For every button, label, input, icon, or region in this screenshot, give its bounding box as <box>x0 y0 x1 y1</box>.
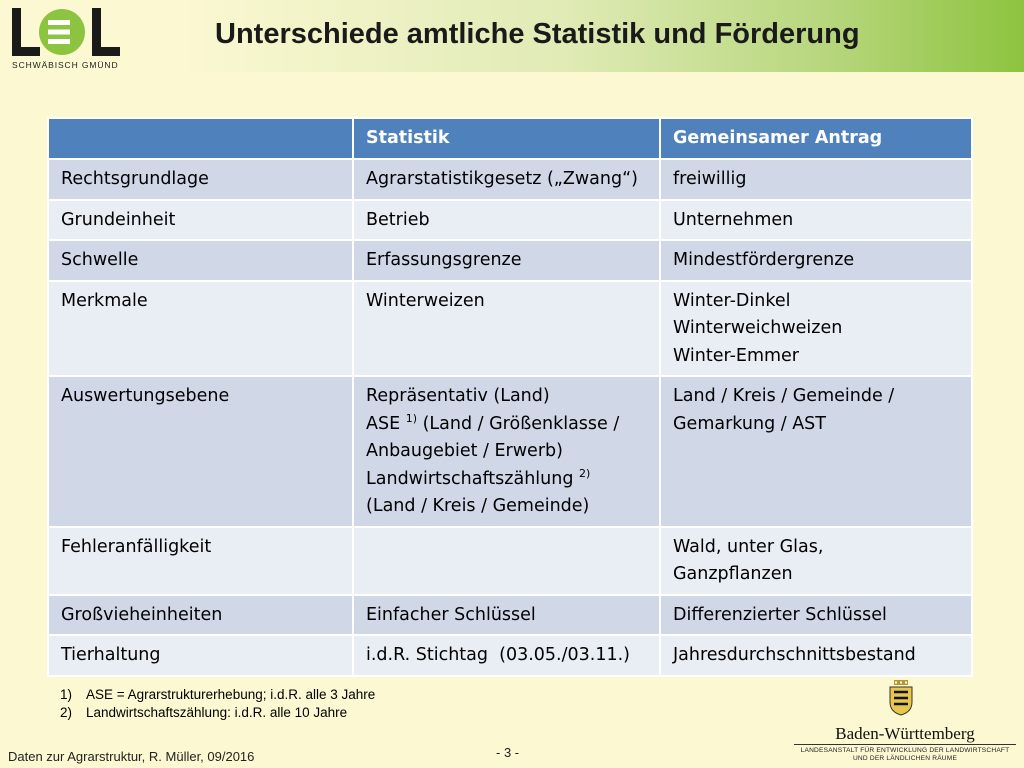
table-row <box>48 595 972 636</box>
statistik-cell <box>353 159 660 200</box>
cell-line: Gemarkung / AST <box>673 413 826 434</box>
antrag-cell <box>660 376 972 527</box>
row-label: Grundeinheit <box>48 200 353 241</box>
antrag-cell <box>660 527 972 595</box>
footnote-number: 1) <box>60 687 73 702</box>
cell-line: (Land / Kreis / Gemeinde) <box>366 496 590 516</box>
footnote-item <box>60 704 375 722</box>
cell-line: Ganzpflanzen <box>673 564 793 584</box>
cell-line: Anbaugebiet / Erwerb) <box>366 441 563 461</box>
cell-line: Unternehmen <box>673 209 794 230</box>
statistik-cell <box>353 376 660 527</box>
table-row <box>48 635 972 676</box>
table-row <box>48 281 972 377</box>
row-label: Rechtsgrundlage <box>48 159 353 200</box>
lel-logo-icon <box>12 4 124 60</box>
cell-line: Mindestfördergrenze <box>673 250 855 270</box>
row-label: Merkmale <box>48 281 353 377</box>
lz-label: Landwirtschaftszählung <box>366 468 574 489</box>
divider <box>794 744 1016 745</box>
table-header-row <box>48 118 972 159</box>
lel-logo <box>12 4 124 70</box>
cell-line: Einfacher Schlüssel <box>366 604 536 625</box>
cell-line: Land / Kreis / Gemeinde / <box>673 386 895 406</box>
antrag-cell <box>660 240 972 281</box>
ase-detail: (Land / Größenklasse / <box>422 413 620 434</box>
slide-title: Unterschiede amtliche Statistik und Förderung <box>215 18 860 50</box>
statistik-cell <box>353 635 660 676</box>
comparison-table <box>47 117 971 677</box>
cell-line: Jahresdurchschnittsbestand <box>673 645 916 665</box>
bw-subtitle-line: UND DER LÄNDLICHEN RÄUME <box>852 755 958 762</box>
statistik-cell <box>353 240 660 281</box>
cell-line: Winterweichweizen <box>673 318 843 338</box>
cell-line: Erfassungsgrenze <box>366 250 522 270</box>
row-label: Tierhaltung <box>48 635 353 676</box>
antrag-cell <box>660 281 972 377</box>
table-row <box>48 159 972 200</box>
bw-logo <box>790 680 1020 766</box>
header-cell-empty <box>48 118 353 159</box>
bw-subtitle-line: LANDESANSTALT FÜR ENTWICKLUNG DER LANDWIRTSCHAFT <box>800 747 1010 754</box>
antrag-cell <box>660 159 972 200</box>
header-cell-statistik: Statistik <box>353 118 660 159</box>
cell-line <box>366 466 647 494</box>
table-row <box>48 200 972 241</box>
cell-line: Winter-Dinkel <box>673 290 791 311</box>
coat-of-arms-icon <box>888 680 914 716</box>
cell-line <box>366 411 647 439</box>
table-row <box>48 376 972 527</box>
table-row <box>48 240 972 281</box>
cell-line: i.d.R. Stichtag (03.05./03.11.) <box>366 645 630 665</box>
statistik-cell <box>353 281 660 377</box>
cell-line: Repräsentativ (Land) <box>366 386 550 406</box>
footnote-text: ASE = Agrarstrukturerhebung; i.d.R. alle 3 Jahre <box>86 687 376 702</box>
antrag-cell <box>660 200 972 241</box>
row-label: Fehleranfälligkeit <box>48 527 353 595</box>
bw-subtitle <box>790 747 1020 763</box>
bw-name: Baden-Württemberg <box>835 724 975 743</box>
statistik-cell <box>353 200 660 241</box>
row-label: Auswertungsebene <box>48 376 353 527</box>
footnotes <box>60 686 375 722</box>
ase-label: ASE <box>366 413 401 434</box>
footer-source: Daten zur Agrarstruktur, R. Müller, 09/2016 <box>8 749 255 764</box>
antrag-cell <box>660 635 972 676</box>
header-bar <box>0 0 1024 72</box>
table-row <box>48 527 972 595</box>
footnote-item <box>60 686 375 704</box>
statistik-cell <box>353 527 660 595</box>
footnote-number: 2) <box>60 705 73 720</box>
cell-line: Winterweizen <box>366 290 485 311</box>
row-label: Großvieheinheiten <box>48 595 353 636</box>
antrag-cell <box>660 595 972 636</box>
footnote-text: Landwirtschaftszählung: i.d.R. alle 10 Jahre <box>86 705 348 720</box>
statistik-cell <box>353 595 660 636</box>
cell-line: Betrieb <box>366 209 430 230</box>
cell-line: Winter-Emmer <box>673 345 800 366</box>
cell-line: Differenzierter Schlüssel <box>673 604 887 625</box>
header-cell-antrag: Gemeinsamer Antrag <box>660 118 972 159</box>
footnote-ref-2: 2) <box>579 466 591 480</box>
cell-line: Wald, unter Glas, <box>673 536 824 557</box>
footnote-ref-1: 1) <box>405 411 418 425</box>
cell-line: freiwillig <box>673 169 747 189</box>
row-label: Schwelle <box>48 240 353 281</box>
cell-line: Agrarstatistikgesetz („Zwang“) <box>366 169 638 189</box>
logo-subtitle: SCHWÄBISCH GMÜND <box>12 60 119 70</box>
page-number: - 3 - <box>496 745 520 760</box>
